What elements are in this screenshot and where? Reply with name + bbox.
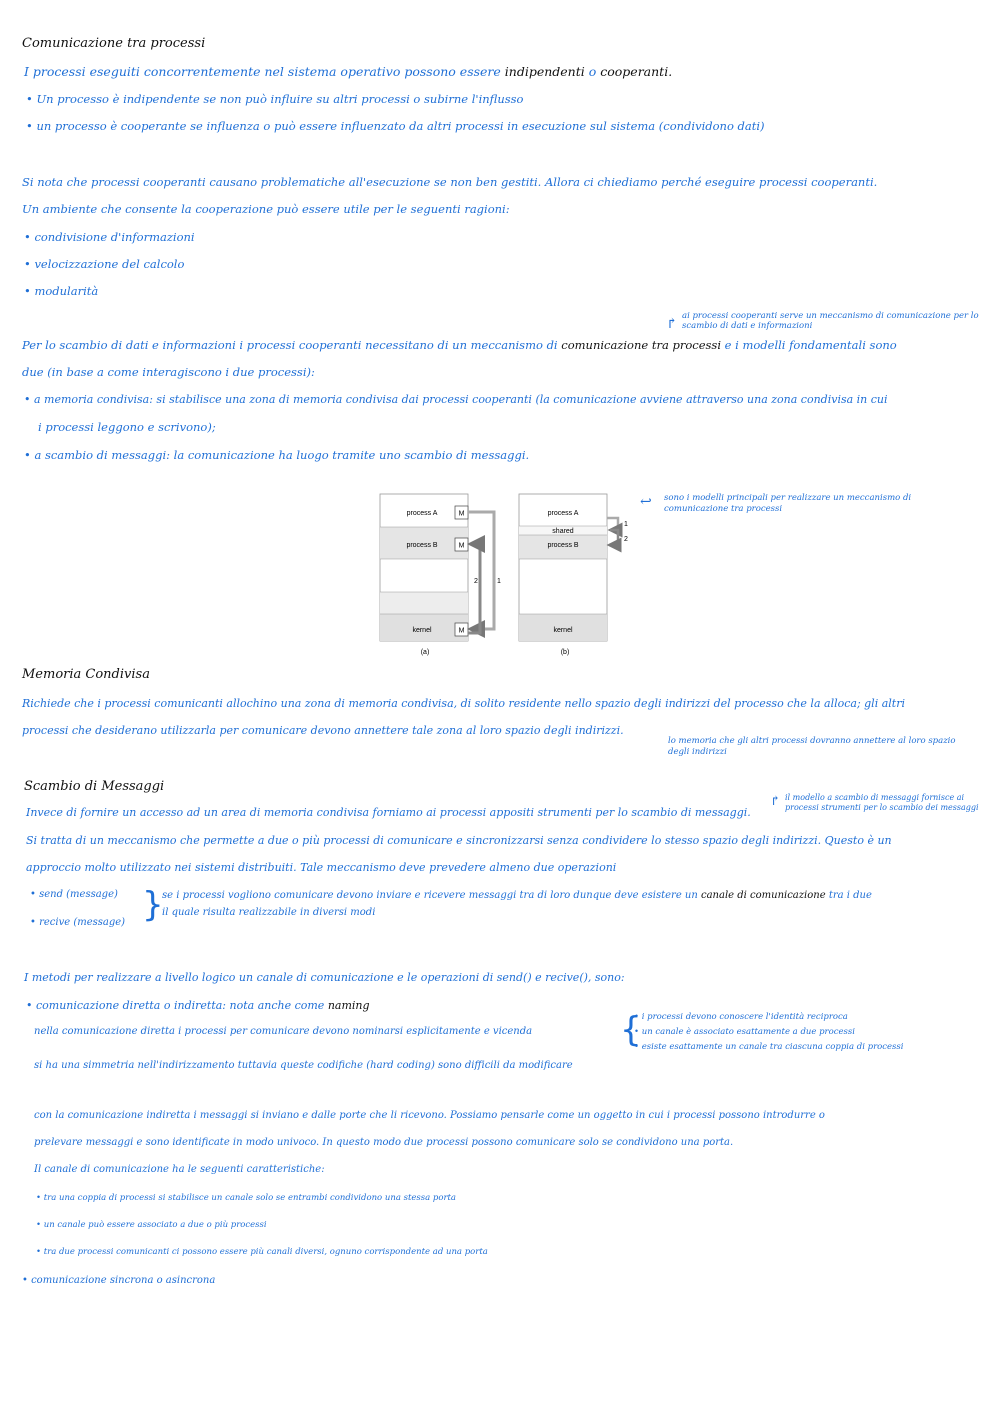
- diagram-b-kernel: kernel: [553, 627, 573, 634]
- reasons-line-1: Si nota che processi cooperanti causano problematiche all'esecuzione se non ben gestiti. Allora ci chiediamo perché eseguire processi cooperanti.: [22, 175, 878, 189]
- ipc-line-1: [22, 338, 897, 352]
- term-indipendenti: indipendenti: [504, 64, 585, 79]
- diagram-b-shared-memory: [519, 494, 628, 656]
- reason-item-3: • modularità: [24, 284, 99, 298]
- direct-line-3: si ha una simmetria nell'indirizzamento tuttavia queste codifiche (hard coding) sono difficili da modificare: [34, 1060, 573, 1071]
- intro-bullet-2: • un processo è cooperante se influenza o può essere influenzato da altri processi in esecuzione sul sistema (condividono dati): [26, 119, 765, 133]
- indirect-line-3: Il canale di comunicazione ha le seguenti caratteristiche:: [34, 1164, 325, 1175]
- message-passing-line-1: Invece di fornire un accesso ad un area di memoria condivisa forniamo ai processi appositi strumenti per lo scambio di messaggi.: [26, 806, 751, 819]
- message-passing-line-2: Si tratta di un meccanismo che permette a due o più processi di comunicare e sincronizzarsi senza condividere lo stesso spazio degli indirizzi. Questo è un: [26, 834, 892, 847]
- brace-text-1: [162, 890, 872, 901]
- diagram-b-arrow-2: 2: [624, 536, 628, 543]
- diagram-a-m-2: M: [458, 542, 465, 550]
- direct-line-2: nella comunicazione diretta i processi per comunicare devono nominarsi esplicitamente e vicenda: [34, 1026, 533, 1037]
- brace-text-2: il quale risulta realizzabile in diversi modi: [162, 907, 376, 918]
- reasons-line-2: Un ambiente che consente la cooperazione può essere utile per le seguenti ragioni:: [22, 202, 510, 216]
- shared-memory-line-1: Richiede che i processi comunicanti allochino una zona di memoria condivisa, di solito residente nello spazio degli indirizzi del processo che la alloca; gli altri: [22, 697, 905, 710]
- page-title: Comunicazione tra processi: [22, 36, 206, 51]
- ipc-text: Per lo scambio di dati e informazioni i processi cooperanti necessitano di un meccanismo di: [22, 338, 558, 352]
- ipc-line-2: due (in base a come interagiscono i due processi):: [22, 365, 315, 379]
- reason-item-2: • velocizzazione del calcolo: [24, 257, 185, 271]
- diagram-a-arrow-1: 1: [497, 578, 501, 585]
- direct-prop-3: • esiste esattamente un canale tra ciascuna coppia di processi: [634, 1042, 904, 1052]
- intro-bullet-1: • Un processo è indipendente se non può influire su altri processi o subirne l'influsso: [26, 92, 524, 106]
- diagram-a-m-1: M: [458, 510, 465, 518]
- shared-memory-line-2: processi che desiderano utilizzarla per comunicare devono annettere tale zona al loro spazio degli indirizzi.: [22, 724, 624, 737]
- diagram-b-caption: (b): [560, 649, 570, 656]
- message-passing-line-3: approccio molto utilizzato nei sistemi distribuiti. Tale meccanismo deve prevedere almeno due operazioni: [26, 861, 617, 874]
- indirect-line-1: con la comunicazione indiretta i messaggi si inviano e dalle porte che li ricevono. Possiamo pensarle come un oggetto in cui i processi possono introdurre o: [34, 1110, 825, 1121]
- note-arrow-icon: ↩: [640, 494, 652, 510]
- brace-text-after: tra i due: [828, 890, 872, 901]
- diagram-b-shared: shared: [552, 528, 574, 535]
- reason-item-1: • condivisione d'informazioni: [24, 230, 195, 244]
- indirect-prop-1: • tra una coppia di processi si stabilisce un canale solo se entrambi condividono una stessa porta: [36, 1193, 456, 1203]
- op-send: • send (message): [30, 889, 118, 900]
- shared-memory-note: lo memoria che gli altri processi dovranno annettere al loro spazio degli indirizzi: [668, 736, 956, 757]
- term-cooperanti: cooperanti.: [600, 64, 673, 79]
- message-passing-heading: Scambio di Messaggi: [24, 779, 165, 794]
- indirect-prop-2: • un canale può essere associato a due o più processi: [36, 1220, 267, 1230]
- ipc-bullet-2: • a scambio di messaggi: la comunicazione ha luogo tramite uno scambio di messaggi.: [24, 448, 530, 462]
- diagram-a-process-a: process A: [406, 510, 438, 517]
- note-arrow-icon: ↱: [770, 794, 781, 809]
- indirect-prop-3: • tra due processi comunicanti ci possono essere più canali diversi, ognuno corrispondente ad una porta: [36, 1247, 488, 1257]
- shared-memory-heading: Memoria Condivisa: [22, 667, 150, 682]
- diagram-note: sono i modelli principali per realizzare un meccanismo di comunicazione tra processi: [664, 493, 912, 514]
- sync-bullet: • comunicazione sincrona o asincrona: [22, 1275, 216, 1286]
- brace-text: se i processi vogliono comunicare devono inviare e ricevere messaggi tra di loro dunque deve esistere un: [162, 890, 698, 901]
- op-recive: • recive (message): [30, 917, 126, 928]
- diagram-a-m-3: M: [458, 627, 465, 635]
- direct-prop-2: • un canale è associato esattamente a due processi: [634, 1027, 855, 1037]
- diagram-a-caption: (a): [420, 649, 430, 656]
- ipc-text-after: e i modelli fondamentali sono: [724, 338, 897, 352]
- diagram-b-process-b: process B: [547, 542, 579, 549]
- direct-line-1: [26, 999, 370, 1012]
- methods-line-1: I metodi per realizzare a livello logico un canale di comunicazione e le operazioni di send() e recive(), sono:: [24, 971, 625, 984]
- diagram-a-message-passing: [380, 494, 501, 656]
- right-brace-icon: }: [142, 885, 164, 925]
- diagram-b-process-a: process A: [547, 510, 579, 517]
- intro-or: o: [588, 64, 597, 79]
- ipc-bullet-1-cont: i processi leggono e scrivono);: [38, 420, 216, 434]
- note-arrow-icon: ↱: [666, 316, 678, 332]
- term-ipc: comunicazione tra processi: [561, 338, 721, 352]
- term-channel: canale di comunicazione: [700, 890, 826, 901]
- direct-prop-1: • i processi devono conoscere l'identità reciproca: [634, 1012, 848, 1022]
- diagram-a-kernel: kernel: [412, 627, 432, 634]
- diagram-a-arrow-2: 2: [474, 578, 478, 585]
- diagram-a-process-b: process B: [406, 542, 438, 549]
- message-passing-note: il modello a scambio di messaggi fornisce ai processi strumenti per lo scambio dei messaggi: [785, 793, 979, 812]
- left-brace-icon: {: [620, 1010, 642, 1050]
- ipc-models-diagram: [370, 488, 640, 660]
- term-naming: naming: [327, 999, 370, 1012]
- indirect-line-2: prelevare messaggi e sono identificate in modo univoco. In questo modo due processi possono comunicare solo se condividono una porta.: [34, 1137, 734, 1148]
- direct-text: • comunicazione diretta o indiretta: nota anche come: [26, 999, 325, 1012]
- diagram-b-arrow-1: 1: [624, 521, 628, 528]
- intro-text: I processi eseguiti concorrentemente nel sistema operativo possono essere: [24, 64, 501, 79]
- ipc-bullet-1: • a memoria condivisa: si stabilisce una zona di memoria condivisa dai processi cooperanti (la comunicazione avviene attraverso una zona condivisa in cui: [24, 393, 888, 406]
- ipc-note: ai processi cooperanti serve un meccanismo di comunicazione per lo scambio di dati e informazioni: [682, 311, 979, 331]
- intro-line: [24, 64, 672, 79]
